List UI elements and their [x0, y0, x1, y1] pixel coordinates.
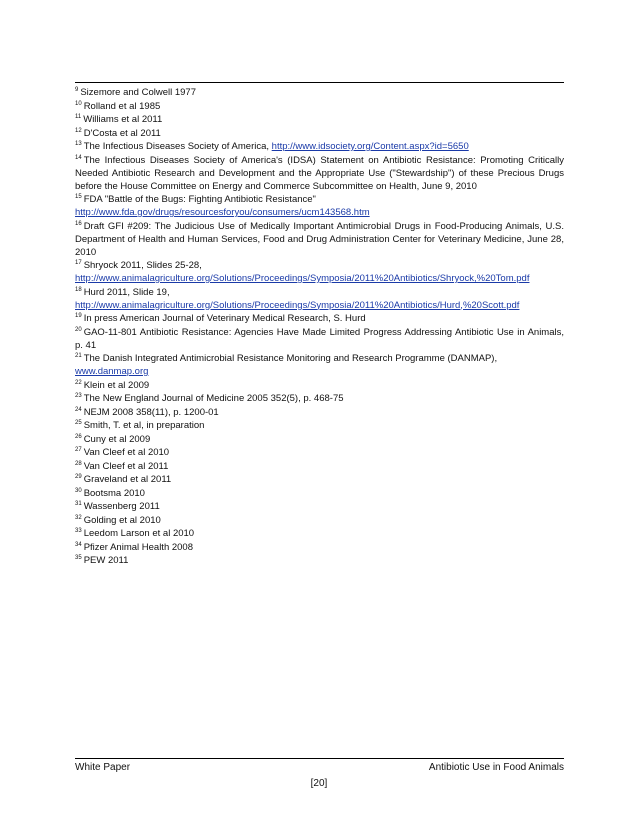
footnote-number: 32: [75, 514, 82, 521]
footnote-text: Draft GFI #209: The Judicious Use of Medically Important Antimicrobial Drugs in Food-Producing Animals, U.S. Department of Health and Human Services, Food and Drug Administration Center for Veterinary Medicine, June 28, 2010: [75, 220, 564, 258]
footnote-text: Shryock 2011, Slides 25-28,: [83, 260, 202, 271]
footnote-29: [75, 473, 564, 486]
footnote-26: [75, 433, 564, 446]
footnote-text: Hurd 2011, Slide 19,: [83, 286, 170, 298]
footnote-number: 22: [75, 379, 82, 386]
footnote-10: [75, 100, 564, 113]
footnote-19: [75, 312, 564, 325]
footnote-12: [75, 127, 564, 140]
footnote-number: 14: [75, 154, 82, 161]
footnote-16: [75, 220, 564, 259]
footnote-number: 27: [75, 447, 82, 453]
footnote-number: 35: [75, 555, 82, 561]
footnote-text: Cuny et al 2009: [83, 433, 151, 445]
footnote-number: 16: [75, 220, 82, 227]
footnote-number: 18: [75, 286, 82, 293]
footnote-30: [75, 487, 564, 500]
footnote-number: 9: [75, 87, 79, 93]
footnote-number: 10: [75, 100, 82, 107]
footnote-link[interactable]: http://www.fda.gov/drugs/resourcesforyou/consumers/ucm143568.htm: [75, 207, 370, 218]
footnote-link[interactable]: www.danmap.org: [75, 366, 149, 377]
footnote-text: The Infectious Diseases Society of America's (IDSA) Statement on Antibiotic Resistance: Promoting Critically Needed Antibiotic Research and Development and the Appropriate Use ("Stewardship") of these Precious Drugs before the House Committee on Energy and Commerce Subcommittee on Health, June 9, 2010: [75, 154, 564, 192]
footnotes-list: [75, 86, 564, 568]
page-number: [20]: [310, 778, 328, 789]
footnote-13: [75, 140, 564, 153]
footnote-14: [75, 154, 564, 193]
footer-left-label: White Paper: [75, 762, 131, 773]
footnote-18: [75, 286, 564, 312]
footnote-21: [75, 352, 564, 378]
footnote-link[interactable]: http://www.animalagriculture.org/Solutions/Proceedings/Symposia/2011%20Antibiotics/Hurd,%20Scott.pdf: [75, 299, 520, 311]
footnote-text: Van Cleef et al 2010: [83, 447, 170, 458]
footnote-text: Leedom Larson et al 2010: [83, 528, 195, 539]
footnote-text: Pfizer Animal Health 2008: [83, 541, 193, 553]
footer-right-label: Antibiotic Use in Food Animals: [428, 762, 564, 773]
footnote-20: [75, 326, 564, 352]
footnote-text: Klein et al 2009: [83, 379, 150, 391]
footnote-text: Bootsma 2010: [83, 487, 145, 499]
footnote-number: 33: [75, 528, 82, 534]
footnote-text: Sizemore and Colwell 1977: [80, 87, 196, 98]
footnote-number: 17: [75, 260, 82, 266]
footnote-text: The New England Journal of Medicine 2005 352(5), p. 468-75: [83, 393, 344, 404]
footnote-number: 29: [75, 474, 82, 480]
footnote-text: Rolland et al 1985: [83, 100, 161, 112]
footnote-text: D'Costa et al 2011: [83, 127, 161, 139]
footnote-text: Williams et al 2011: [83, 114, 163, 125]
footnote-11: [75, 113, 564, 126]
footnote-text: In press American Journal of Veterinary Medical Research, S. Hurd: [83, 313, 366, 324]
footnote-text: Van Cleef et al 2011: [83, 460, 169, 472]
footnote-link[interactable]: http://www.idsociety.org/Content.aspx?id=5650: [271, 141, 469, 152]
footnote-text: Wassenberg 2011: [83, 501, 160, 512]
footnote-text: Smith, T. et al, in preparation: [83, 420, 205, 431]
footnote-22: [75, 379, 564, 392]
footnote-number: 31: [75, 501, 82, 507]
footnote-24: [75, 406, 564, 419]
footnote-number: 19: [75, 313, 82, 319]
footnote-number: 15: [75, 194, 82, 200]
footnote-number: 28: [75, 460, 82, 467]
footnote-number: 12: [75, 127, 82, 134]
footnote-number: 26: [75, 433, 82, 440]
footnote-text: FDA "Battle of the Bugs: Fighting Antibiotic Resistance": [83, 194, 316, 205]
footer-rule: [75, 758, 564, 759]
footnote-link[interactable]: http://www.animalagriculture.org/Solutions/Proceedings/Symposia/2011%20Antibiotics/Shryock,%20Tom.pdf: [75, 273, 530, 284]
footnote-separator: [75, 82, 564, 83]
footnote-text: NEJM 2008 358(11), p. 1200-01: [83, 406, 219, 418]
footnote-28: [75, 460, 564, 473]
footnote-33: [75, 527, 564, 540]
footnote-17: [75, 259, 564, 285]
footnote-number: 23: [75, 393, 82, 399]
footnote-number: 30: [75, 487, 82, 494]
footnote-text: The Infectious Diseases Society of America,: [83, 141, 272, 152]
footnote-9: [75, 86, 564, 99]
footnote-35: [75, 554, 564, 567]
footnote-number: 25: [75, 420, 82, 426]
footnote-text: GAO-11-801 Antibiotic Resistance: Agencies Have Made Limited Progress Addressing Antibiotic Use in Animals, p. 41: [75, 326, 564, 351]
footnote-number: 11: [75, 114, 82, 120]
footnote-number: 13: [75, 141, 82, 147]
footnote-32: [75, 514, 564, 527]
footnote-25: [75, 419, 564, 432]
footnote-number: 24: [75, 406, 82, 413]
footnote-15: [75, 193, 564, 219]
footnote-text: The Danish Integrated Antimicrobial Resistance Monitoring and Research Programme (DANMAP),: [83, 353, 498, 364]
footnote-34: [75, 541, 564, 554]
footnote-31: [75, 500, 564, 513]
footnote-27: [75, 446, 564, 459]
footnote-text: Golding et al 2010: [83, 514, 161, 526]
footnote-text: Graveland et al 2011: [83, 474, 172, 485]
footnote-number: 20: [75, 326, 82, 333]
footnote-number: 21: [75, 353, 82, 359]
footnote-23: [75, 392, 564, 405]
footnote-number: 34: [75, 541, 82, 548]
footnote-text: PEW 2011: [83, 555, 129, 566]
